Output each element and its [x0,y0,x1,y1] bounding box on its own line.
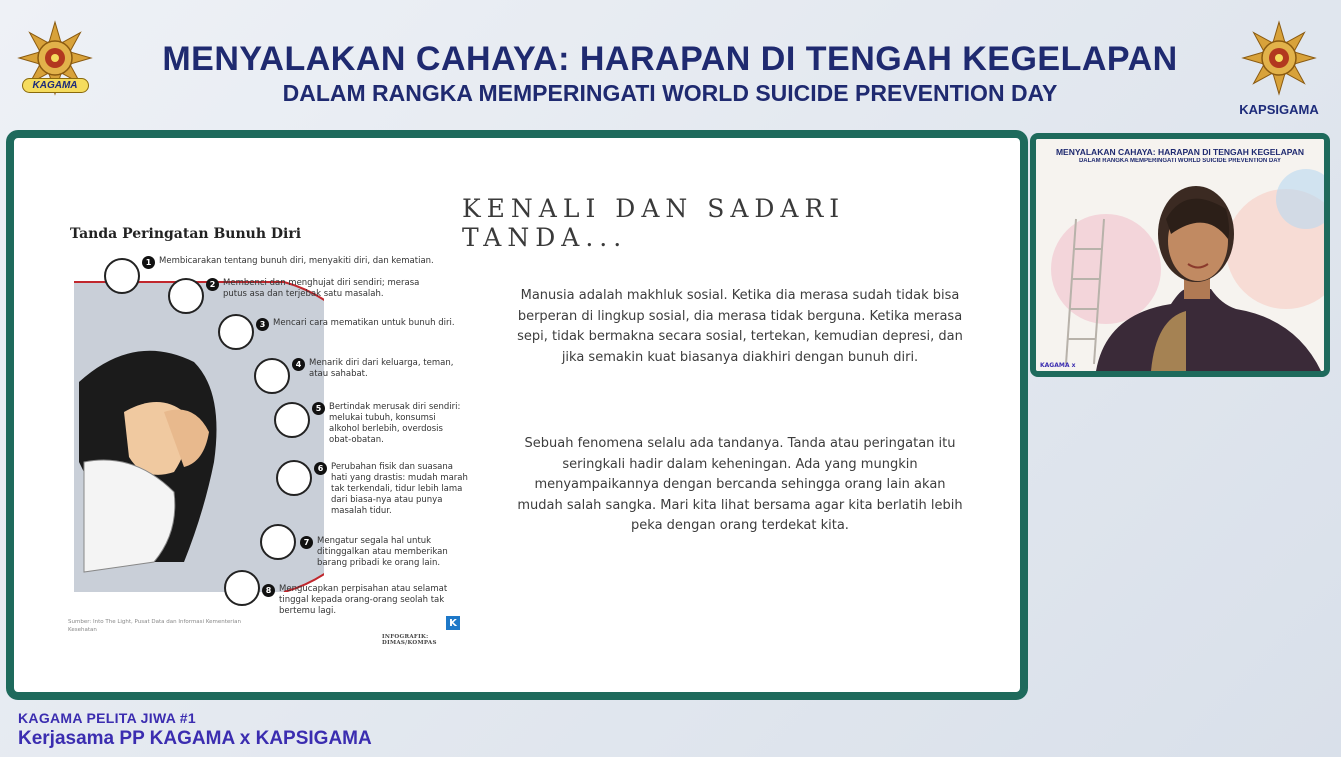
talking-person-icon [104,258,140,294]
step-text: Mencari cara mematikan untuk bunuh diri. [273,318,455,328]
warning-step-1 [142,256,442,269]
handshake-icon [224,570,260,606]
kagama-logo [12,18,98,128]
warning-step-8 [262,584,462,617]
step-number: 8 [262,584,275,597]
step-text: Bertindak merusak diri sendiri: melukai tubuh, konsumsi alkohol berlebih, overdosis obat-obatan. [329,402,461,445]
self-harm-icon [274,402,310,438]
page-subtitle: DALAM RANGKA MEMPERINGATI WORLD SUICIDE PREVENTION DAY [282,80,1058,106]
step-text: Membicarakan tentang bunuh diri, menyakiti diri, dan kematian. [159,256,434,266]
step-number: 6 [314,462,327,475]
slide-paragraph-2: Sebuah fenomena selalu ada tandanya. Tanda atau peringatan itu seringkali hadir dalam keheningan. Ada yang mungkin menyampaikannya dengan bercanda sehingga orang lain akan mudah salah sangka. Mari kita lihat bersama agar kita berlatih lebih peka dengan orang terdekat kita. [517,436,963,533]
document-icon [260,524,296,560]
step-number: 5 [312,402,325,415]
step-number: 4 [292,358,305,371]
kompas-badge: K [446,616,460,630]
infographic-credit: INFOGRAFIK: DIMAS/KOMPAS [382,634,437,646]
withdrawn-person-icon [254,358,290,394]
warning-signs-infographic [64,220,474,650]
step-number: 3 [256,318,269,331]
warning-step-2 [206,278,436,300]
step-number: 2 [206,278,219,291]
warning-step-4 [292,358,462,380]
sleeping-person-icon [276,460,312,496]
kapsigama-logo [1236,18,1322,128]
step-text: Menarik diri dari keluarga, teman, atau sahabat. [309,358,454,379]
step-text: Mengatur segala hal untuk ditinggalkan atau memberikan barang pribadi ke orang lain. [317,536,448,568]
warning-step-5 [312,402,467,446]
video-overlay-footer: KAGAMA x [1040,362,1076,369]
step-number: 7 [300,536,313,549]
speaker-video-feed [1036,139,1324,371]
warning-step-3 [256,318,456,331]
questioning-person-icon [218,314,254,350]
page-title: MENYALAKAN CAHAYA: HARAPAN DI TENGAH KEGELAPAN [162,40,1178,78]
kapsigama-logo-caption: KAPSIGAMA [1239,102,1319,117]
distressed-person-icon [168,278,204,314]
video-overlay-title: MENYALAKAN CAHAYA: HARAPAN DI TENGAH KEGELAPAN [1055,147,1305,157]
speaker-video[interactable] [1030,133,1330,377]
warning-step-6 [314,462,469,517]
warning-step-7 [300,536,460,569]
kagama-logo-caption: KAGAMA [22,78,89,93]
event-series-label: KAGAMA PELITA JIWA #1 [18,710,196,726]
kapsigama-emblem-icon [1239,18,1319,98]
video-overlay-subtitle: DALAM RANGKA MEMPERINGATI WORLD SUICIDE PREVENTION DAY [1078,158,1282,164]
slide-heading: KENALI DAN SADARI TANDA... [462,194,846,252]
infographic-source: Sumber: Into The Light, Pusat Data dan Informasi Kementerian Kesehatan [68,619,241,633]
slide-paragraph-1: Manusia adalah makhluk sosial. Ketika dia merasa sudah tidak bisa berperan di lingkup sosial, dia merasa tidak berguna. Ketika merasa sepi, tidak bermakna secara sosial, tertekan, kemudian depresi, dan jika semakin kuat biasanya diakhiri dengan bunuh diri. [517,288,963,365]
partnership-label: Kerjasama PP KAGAMA x KAPSIGAMA [18,728,372,749]
step-text: Membenci dan menghujat diri sendiri; merasa putus asa dan terjebak satu masalah. [223,278,420,299]
infographic-title: Tanda Peringatan Bunuh Diri [70,226,302,242]
shared-slide [6,130,1028,700]
step-text: Mengucapkan perpisahan atau selamat tinggal kepada orang-orang seolah tak bertemu lagi. [279,584,448,616]
step-number: 1 [142,256,155,269]
step-text: Perubahan fisik dan suasana hati yang drastis: mudah marah tak terkendali, tidur lebih lama dari biasa-nya atau punya masalah tidur. [331,462,468,516]
